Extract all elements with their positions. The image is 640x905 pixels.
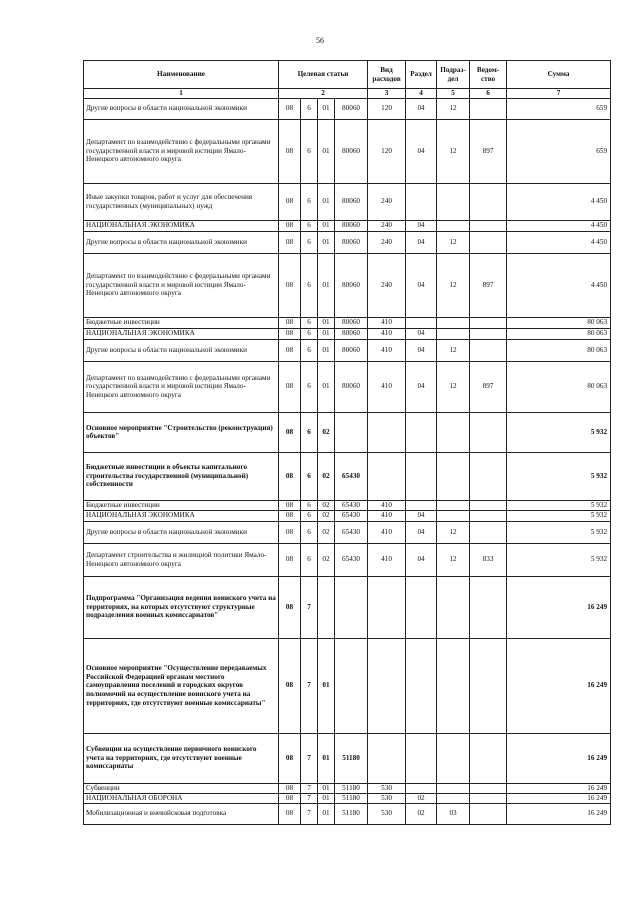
cell-vid — [368, 412, 406, 452]
cell-direction: 80060 — [335, 98, 368, 119]
cell-event: 01 — [318, 803, 335, 824]
table-row — [84, 98, 611, 119]
cell-vid — [368, 638, 406, 733]
cell-name: НАЦИОНАЛЬНАЯ ЭКОНОМИКА — [84, 328, 279, 339]
cell-podrazdel — [437, 793, 470, 803]
cell-vid: 120 — [368, 98, 406, 119]
cell-program: 08 — [279, 576, 301, 638]
cell-subprogram: 6 — [301, 98, 318, 119]
cell-podrazdel — [437, 783, 470, 793]
cell-direction: 80060 — [335, 317, 368, 328]
cell-vedomstvo — [470, 412, 507, 452]
cell-vid: 410 — [368, 328, 406, 339]
cell-razdel: 04 — [406, 220, 437, 231]
cell-summa: 80 063 — [507, 361, 611, 412]
cell-vid: 530 — [368, 783, 406, 793]
cell-event: 01 — [318, 231, 335, 253]
cell-vid: 410 — [368, 317, 406, 328]
cell-razdel — [406, 412, 437, 452]
cell-direction: 80060 — [335, 231, 368, 253]
cell-event — [318, 576, 335, 638]
cell-name: Подпрограмма "Организация ведения воинского учета на территориях, на которых отсутствуют структурные подразделения военных комиссариатов" — [84, 576, 279, 638]
cell-direction: 65430 — [335, 452, 368, 500]
cell-program: 08 — [279, 783, 301, 793]
cell-event: 01 — [318, 253, 335, 317]
cell-podrazdel — [437, 500, 470, 510]
cell-subprogram: 6 — [301, 253, 318, 317]
table-row — [84, 339, 611, 361]
cell-summa: 5 932 — [507, 452, 611, 500]
cell-subprogram: 7 — [301, 793, 318, 803]
cell-razdel — [406, 452, 437, 500]
cell-podrazdel — [437, 412, 470, 452]
cell-event: 02 — [318, 500, 335, 510]
cell-summa: 16 249 — [507, 783, 611, 793]
cell-program: 08 — [279, 500, 301, 510]
cell-podrazdel — [437, 183, 470, 220]
cell-vid: 240 — [368, 183, 406, 220]
cell-name: Другие вопросы в области национальной экономики — [84, 231, 279, 253]
table-row — [84, 543, 611, 576]
cell-event: 01 — [318, 793, 335, 803]
cell-podrazdel — [437, 317, 470, 328]
cell-vid: 120 — [368, 119, 406, 183]
cell-direction: 51180 — [335, 733, 368, 783]
header-number: 4 — [406, 89, 437, 99]
cell-summa: 4 450 — [507, 220, 611, 231]
cell-vedomstvo — [470, 500, 507, 510]
cell-event: 01 — [318, 220, 335, 231]
cell-name: Бюджетные инвестиции в объекты капитального строительства государственной (муниципальной) собственности — [84, 452, 279, 500]
cell-summa: 4 450 — [507, 183, 611, 220]
cell-summa: 16 249 — [507, 733, 611, 783]
cell-name: НАЦИОНАЛЬНАЯ ОБОРОНА — [84, 793, 279, 803]
cell-program: 08 — [279, 733, 301, 783]
cell-program: 08 — [279, 183, 301, 220]
cell-direction: 80060 — [335, 253, 368, 317]
cell-name: Другие вопросы в области национальной экономики — [84, 521, 279, 543]
cell-razdel — [406, 733, 437, 783]
cell-vid: 410 — [368, 521, 406, 543]
cell-vid: 240 — [368, 231, 406, 253]
cell-program: 08 — [279, 220, 301, 231]
cell-razdel: 04 — [406, 339, 437, 361]
cell-vedomstvo — [470, 220, 507, 231]
cell-program: 08 — [279, 339, 301, 361]
cell-vedomstvo — [470, 452, 507, 500]
cell-direction — [335, 638, 368, 733]
cell-summa: 16 249 — [507, 803, 611, 824]
cell-podrazdel: 12 — [437, 339, 470, 361]
cell-program: 08 — [279, 119, 301, 183]
cell-razdel: 04 — [406, 328, 437, 339]
cell-direction: 65430 — [335, 500, 368, 510]
cell-event: 01 — [318, 339, 335, 361]
cell-vedomstvo — [470, 98, 507, 119]
cell-subprogram: 6 — [301, 521, 318, 543]
cell-name: НАЦИОНАЛЬНАЯ ЭКОНОМИКА — [84, 510, 279, 521]
cell-summa: 659 — [507, 119, 611, 183]
table-row — [84, 521, 611, 543]
cell-podrazdel — [437, 510, 470, 521]
cell-subprogram: 6 — [301, 500, 318, 510]
cell-direction — [335, 412, 368, 452]
table-row — [84, 231, 611, 253]
cell-direction: 65430 — [335, 543, 368, 576]
table-row — [84, 733, 611, 783]
cell-direction: 80060 — [335, 328, 368, 339]
cell-podrazdel — [437, 733, 470, 783]
cell-podrazdel: 12 — [437, 119, 470, 183]
cell-razdel: 04 — [406, 510, 437, 521]
table-row — [84, 452, 611, 500]
cell-event: 01 — [318, 638, 335, 733]
cell-direction: 51180 — [335, 793, 368, 803]
cell-razdel: 04 — [406, 361, 437, 412]
cell-summa: 80 063 — [507, 317, 611, 328]
cell-podrazdel: 03 — [437, 803, 470, 824]
cell-subprogram: 7 — [301, 733, 318, 783]
cell-direction: 51180 — [335, 803, 368, 824]
cell-name: Бюджетные инвестиции — [84, 500, 279, 510]
cell-vedomstvo — [470, 521, 507, 543]
cell-program: 08 — [279, 253, 301, 317]
cell-summa: 5 932 — [507, 510, 611, 521]
cell-razdel: 04 — [406, 521, 437, 543]
cell-subprogram: 7 — [301, 783, 318, 793]
cell-program: 08 — [279, 638, 301, 733]
cell-razdel — [406, 317, 437, 328]
cell-summa: 16 249 — [507, 576, 611, 638]
cell-summa: 659 — [507, 98, 611, 119]
cell-summa: 5 932 — [507, 521, 611, 543]
table-row — [84, 500, 611, 510]
cell-summa: 5 932 — [507, 500, 611, 510]
cell-direction: 65430 — [335, 521, 368, 543]
cell-razdel: 04 — [406, 543, 437, 576]
table-row — [84, 183, 611, 220]
cell-program: 08 — [279, 317, 301, 328]
table-row — [84, 412, 611, 452]
cell-name: Бюджетные инвестиции — [84, 317, 279, 328]
cell-vid: 410 — [368, 339, 406, 361]
cell-razdel — [406, 183, 437, 220]
cell-vid — [368, 452, 406, 500]
cell-subprogram: 6 — [301, 183, 318, 220]
cell-event: 02 — [318, 412, 335, 452]
cell-podrazdel: 12 — [437, 231, 470, 253]
cell-subprogram: 6 — [301, 231, 318, 253]
cell-event: 01 — [318, 119, 335, 183]
cell-vid — [368, 733, 406, 783]
cell-razdel — [406, 576, 437, 638]
cell-event: 01 — [318, 733, 335, 783]
cell-podrazdel: 12 — [437, 253, 470, 317]
cell-vid: 410 — [368, 543, 406, 576]
cell-summa: 4 450 — [507, 231, 611, 253]
cell-name: Другие вопросы в области национальной экономики — [84, 339, 279, 361]
cell-program: 08 — [279, 543, 301, 576]
cell-event: 01 — [318, 361, 335, 412]
cell-vid: 240 — [368, 253, 406, 317]
cell-program: 08 — [279, 452, 301, 500]
table-row — [84, 361, 611, 412]
cell-event: 02 — [318, 452, 335, 500]
cell-direction: 80060 — [335, 183, 368, 220]
cell-vedomstvo — [470, 317, 507, 328]
table-row — [84, 783, 611, 793]
cell-razdel: 02 — [406, 793, 437, 803]
cell-vedomstvo — [470, 328, 507, 339]
cell-event: 01 — [318, 783, 335, 793]
cell-podrazdel: 12 — [437, 361, 470, 412]
cell-event: 01 — [318, 328, 335, 339]
cell-vid: 410 — [368, 500, 406, 510]
cell-subprogram: 6 — [301, 510, 318, 521]
cell-name: Основное мероприятие "Строительство (реконструкция) объектов" — [84, 412, 279, 452]
cell-vedomstvo: 897 — [470, 361, 507, 412]
cell-subprogram: 7 — [301, 638, 318, 733]
header-number: 5 — [437, 89, 470, 99]
cell-name: НАЦИОНАЛЬНАЯ ЭКОНОМИКА — [84, 220, 279, 231]
cell-name: Мобилизационная и вневойсковая подготовка — [84, 803, 279, 824]
cell-summa: 16 249 — [507, 638, 611, 733]
cell-direction: 80060 — [335, 361, 368, 412]
cell-subprogram: 6 — [301, 328, 318, 339]
cell-vid: 410 — [368, 361, 406, 412]
cell-event: 01 — [318, 317, 335, 328]
cell-name: Другие вопросы в области национальной экономики — [84, 98, 279, 119]
budget-table — [83, 60, 611, 825]
cell-event: 01 — [318, 183, 335, 220]
table-row — [84, 119, 611, 183]
cell-subprogram: 6 — [301, 119, 318, 183]
cell-razdel: 02 — [406, 803, 437, 824]
cell-program: 08 — [279, 98, 301, 119]
header-numbers-row — [84, 89, 611, 99]
cell-summa: 5 932 — [507, 543, 611, 576]
header-number: 2 — [279, 89, 368, 99]
cell-podrazdel — [437, 576, 470, 638]
table-row — [84, 803, 611, 824]
cell-vedomstvo — [470, 231, 507, 253]
header-podrazdel: Подраз- дел — [437, 61, 470, 89]
header-number: 3 — [368, 89, 406, 99]
cell-direction — [335, 576, 368, 638]
cell-program: 08 — [279, 521, 301, 543]
table-row — [84, 317, 611, 328]
cell-subprogram: 6 — [301, 452, 318, 500]
cell-vedomstvo: 897 — [470, 253, 507, 317]
header-razdel: Раздел — [406, 61, 437, 89]
table-row — [84, 793, 611, 803]
cell-name: Основное мероприятие "Осуществление передаваемых Российской Федерацией органам местного самоуправления поселений и городских округов полномочий на осуществление воинского учета на территориях, где отсутствуют военные комиссариаты" — [84, 638, 279, 733]
cell-event: 02 — [318, 510, 335, 521]
cell-name: Департамент по взаимодействию с федеральными органами государственной власти и мировой юстиции Ямало-Ненецкого автономного округа — [84, 253, 279, 317]
cell-podrazdel: 12 — [437, 521, 470, 543]
cell-subprogram: 6 — [301, 412, 318, 452]
cell-vedomstvo — [470, 733, 507, 783]
cell-razdel: 04 — [406, 119, 437, 183]
cell-event: 02 — [318, 543, 335, 576]
cell-summa: 80 063 — [507, 339, 611, 361]
cell-name: Иные закупки товаров, работ и услуг для обеспечения государственных (муниципальных) нужд — [84, 183, 279, 220]
cell-direction: 80060 — [335, 119, 368, 183]
cell-subprogram: 6 — [301, 317, 318, 328]
table-row — [84, 253, 611, 317]
cell-vedomstvo — [470, 793, 507, 803]
cell-razdel — [406, 500, 437, 510]
cell-vedomstvo: 833 — [470, 543, 507, 576]
header-target: Целевая статьи — [279, 61, 368, 89]
cell-name: Департамент строительства и жилищной политики Ямало-Ненецкого автономного округа — [84, 543, 279, 576]
cell-program: 08 — [279, 803, 301, 824]
cell-vedomstvo — [470, 339, 507, 361]
cell-program: 08 — [279, 231, 301, 253]
cell-direction: 80060 — [335, 220, 368, 231]
cell-program: 08 — [279, 328, 301, 339]
cell-name: Департамент по взаимодействию с федеральными органами государственной власти и мировой юстиции Ямало-Ненецкого автономного округа — [84, 361, 279, 412]
cell-summa: 4 450 — [507, 253, 611, 317]
cell-subprogram: 7 — [301, 803, 318, 824]
cell-vid: 410 — [368, 510, 406, 521]
cell-razdel: 04 — [406, 98, 437, 119]
table-row — [84, 576, 611, 638]
cell-vid: 530 — [368, 803, 406, 824]
cell-program: 08 — [279, 510, 301, 521]
cell-subprogram: 6 — [301, 220, 318, 231]
cell-podrazdel — [437, 220, 470, 231]
cell-podrazdel — [437, 328, 470, 339]
cell-direction: 65430 — [335, 510, 368, 521]
cell-summa: 80 063 — [507, 328, 611, 339]
cell-razdel — [406, 783, 437, 793]
cell-direction: 80060 — [335, 339, 368, 361]
cell-vedomstvo — [470, 510, 507, 521]
cell-razdel: 04 — [406, 253, 437, 317]
cell-program: 08 — [279, 361, 301, 412]
table-row — [84, 328, 611, 339]
cell-vedomstvo: 897 — [470, 119, 507, 183]
cell-vid — [368, 576, 406, 638]
cell-subprogram: 6 — [301, 339, 318, 361]
cell-vid: 240 — [368, 220, 406, 231]
cell-podrazdel — [437, 452, 470, 500]
header-summa: Сумма — [507, 61, 611, 89]
cell-direction: 51180 — [335, 783, 368, 793]
header-row — [84, 61, 611, 89]
cell-vid: 530 — [368, 793, 406, 803]
header-name: Наименование — [84, 61, 279, 89]
header-number: 7 — [507, 89, 611, 99]
cell-podrazdel — [437, 638, 470, 733]
cell-podrazdel: 12 — [437, 543, 470, 576]
cell-vedomstvo — [470, 783, 507, 793]
cell-vedomstvo — [470, 576, 507, 638]
cell-program: 08 — [279, 412, 301, 452]
table-row — [84, 638, 611, 733]
header-vedomstvo: Ведом- ство — [470, 61, 507, 89]
cell-name: Департамент по взаимодействию с федеральными органами государственной власти и мировой юстиции Ямало-Ненецкого автономного округа — [84, 119, 279, 183]
page-number: 56 — [316, 36, 324, 45]
table-row — [84, 510, 611, 521]
cell-summa: 16 249 — [507, 793, 611, 803]
cell-name: Субвенции на осуществление первичного воинского учета на территориях, где отсутствуют военные комиссариаты — [84, 733, 279, 783]
cell-podrazdel: 12 — [437, 98, 470, 119]
header-vid: Вид расходов — [368, 61, 406, 89]
cell-vedomstvo — [470, 638, 507, 733]
cell-vedomstvo — [470, 183, 507, 220]
cell-summa: 5 932 — [507, 412, 611, 452]
header-number: 1 — [84, 89, 279, 99]
cell-subprogram: 7 — [301, 576, 318, 638]
cell-name: Субвенции — [84, 783, 279, 793]
cell-program: 08 — [279, 793, 301, 803]
cell-razdel — [406, 638, 437, 733]
cell-subprogram: 6 — [301, 543, 318, 576]
cell-subprogram: 6 — [301, 361, 318, 412]
cell-event: 01 — [318, 98, 335, 119]
cell-vedomstvo — [470, 803, 507, 824]
header-number: 6 — [470, 89, 507, 99]
table-row — [84, 220, 611, 231]
cell-event: 02 — [318, 521, 335, 543]
cell-razdel: 04 — [406, 231, 437, 253]
